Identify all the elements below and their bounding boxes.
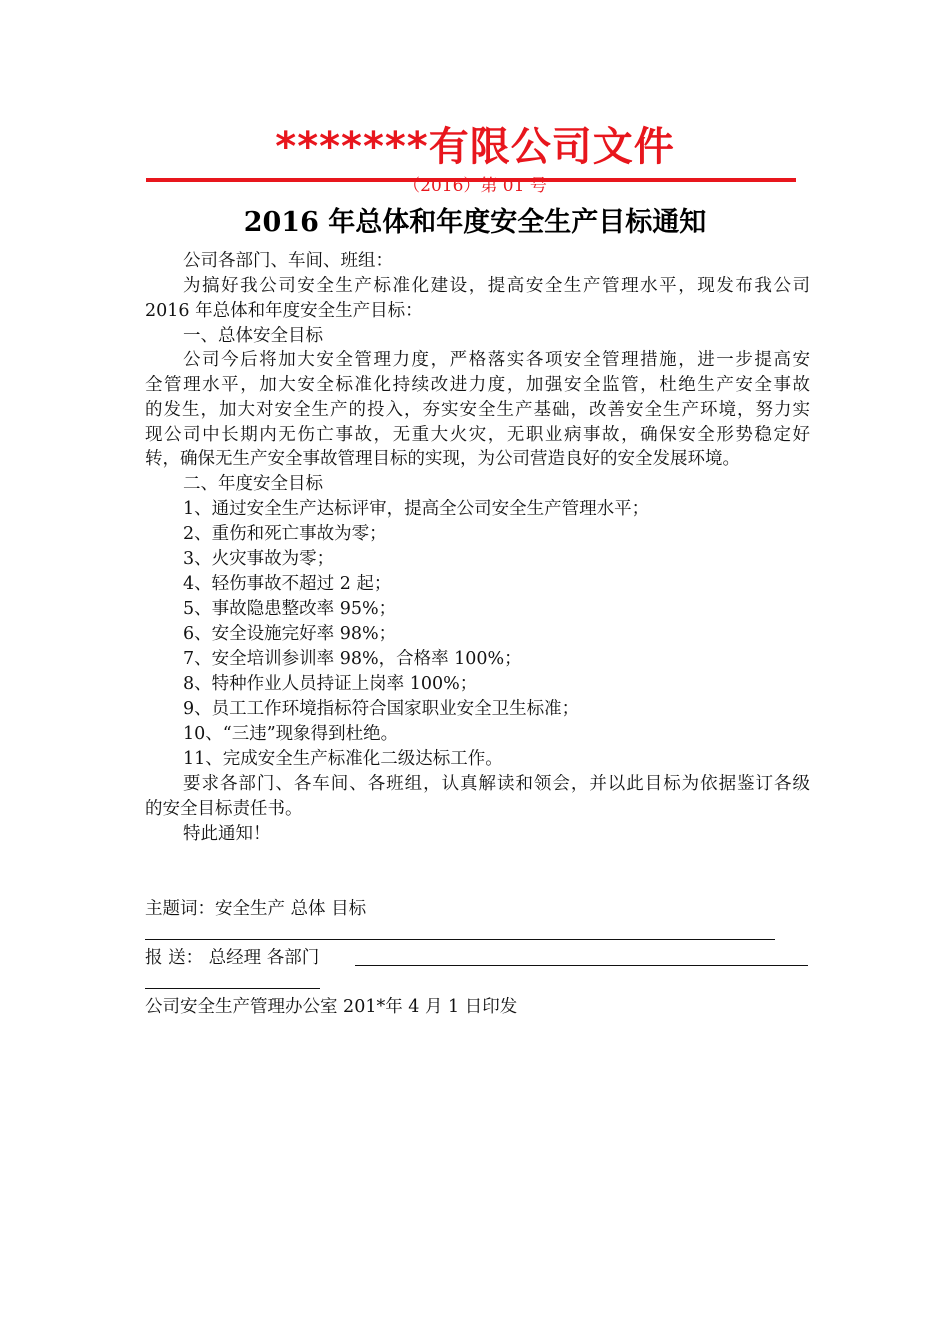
closing-line: 要求各部门、各车间、各班组，认真解读和领会，并以此目标为依据鉴订各级 (183, 774, 810, 794)
keywords-underline (145, 939, 775, 940)
section1-line: 的发生，加大对安全生产的投入，夯实安全生产基础，改善安全生产环境，努力实 (145, 400, 810, 420)
intro-line: 为搞好我公司安全生产标准化建设，提高安全生产管理水平，现发布我公司 (183, 276, 810, 296)
salutation: 公司各部门、车间、班组： (183, 251, 393, 271)
goal-item: 3、火灾事故为零； (183, 549, 335, 569)
keywords: 主题词：安全生产 总体 目标 (145, 899, 367, 919)
goal-item: 10、“三违”现象得到杜绝。 (183, 724, 399, 744)
goal-item: 4、轻伤事故不超过 2 起； (183, 574, 392, 594)
goal-item: 11、完成安全生产标准化二级达标工作。 (183, 749, 503, 769)
send-to: 报 送： 总经理 各部门 (145, 948, 320, 968)
goal-item: 2、重伤和死亡事故为零； (183, 524, 387, 544)
goal-item: 6、安全设施完好率 98%； (183, 624, 397, 644)
section1-line: 全管理水平，加大安全标准化持续改进力度，加强安全监管，杜绝生产安全事故 (145, 375, 810, 395)
issuer: 公司安全生产管理办公室 201*年 4 月 1 日印发 (145, 997, 518, 1017)
send-to-underline-continued (145, 988, 320, 989)
goal-item: 9、员工工作环境指标符合国家职业安全卫生标准； (183, 699, 580, 719)
company-title: *******有限公司文件 (275, 124, 675, 170)
goal-item: 1、通过安全生产达标评审，提高全公司安全生产管理水平； (183, 499, 650, 519)
section1-line: 公司今后将加大安全管理力度，严格落实各项安全管理措施，进一步提高安 (183, 350, 810, 370)
section1-line: 转，确保无生产安全事故管理目标的实现，为公司营造良好的安全发展环境。 (145, 449, 740, 469)
closing-line: 的安全目标责任书。 (145, 799, 303, 819)
intro-line: 2016 年总体和年度安全生产目标： (145, 301, 423, 321)
send-to-underline (355, 965, 808, 966)
section2-heading: 二、年度安全目标 (183, 474, 323, 494)
doc-number: （2016）第 01 号 (403, 176, 547, 196)
notice-title: 2016 年总体和年度安全生产目标通知 (243, 207, 707, 238)
goal-item: 5、事故隐患整改率 95%； (183, 599, 397, 619)
goal-item: 7、安全培训参训率 98%，合格率 100%； (183, 649, 522, 669)
section1-heading: 一、总体安全目标 (183, 326, 323, 346)
section1-line: 现公司中长期内无伤亡事故，无重大火灾，无职业病事故，确保安全形势稳定好 (145, 425, 810, 445)
sign-off: 特此通知！ (183, 824, 271, 844)
goal-item: 8、特种作业人员持证上岗率 100%； (183, 674, 478, 694)
